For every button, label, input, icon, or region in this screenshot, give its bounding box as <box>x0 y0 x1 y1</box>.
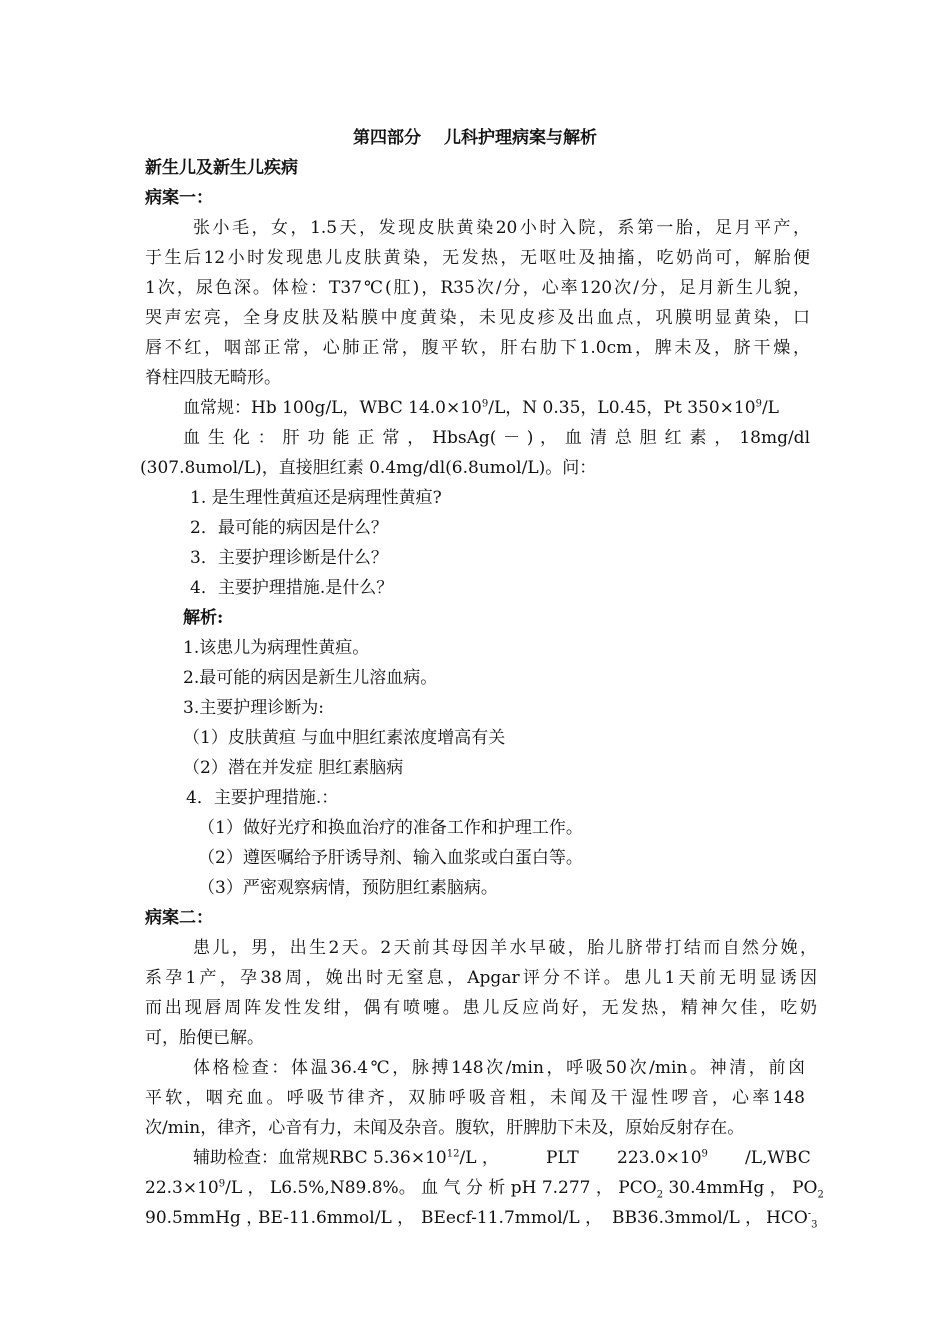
blood-routine-text: /L，N 0.35，L0.45，Pt 350×10 <box>488 398 756 418</box>
paragraph-line: 1次，尿色深。体检：T37℃(肛)，R35次/分，心率120次/分，足月新生儿貌， <box>145 278 810 298</box>
answer-item: （1）皮肤黄疸 与血中胆红素浓度增高有关 <box>183 728 506 748</box>
paragraph-line: 患儿，男，出生2天。2天前其母因羊水早破，胎儿脐带打结而自然分娩， <box>193 938 817 958</box>
superscript: - <box>807 1208 812 1220</box>
aux-text: 辅助检查：血常规RBC 5.36×10 <box>193 1148 447 1168</box>
aux-text: HCO <box>766 1208 808 1228</box>
aux-text: 22.3×10 <box>145 1178 219 1198</box>
question-item: 4．主要护理措施.是什么？ <box>190 578 394 598</box>
aux-plt-value <box>617 1143 708 1173</box>
case2-heading: 病案二： <box>145 908 213 928</box>
question-item: 1. 是生理性黄疸还是病理性黄疸? <box>190 488 442 508</box>
answer-item: （1）做好光疗和换血治疗的准备工作和护理工作。 <box>198 818 583 838</box>
section-heading: 新生儿及新生儿疾病 <box>145 158 298 178</box>
superscript: 12 <box>446 1148 460 1160</box>
answer-item: （2）潜在并发症 胆红素脑病 <box>183 758 404 778</box>
answer-item: （3）严密观察病情，预防胆红素脑病。 <box>198 878 498 898</box>
paragraph-line: 唇不红，咽部正常，心肺正常，腹平软，肝右肋下1.0cm，脾未及，脐干燥， <box>145 338 810 358</box>
answer-item: （2）遵医嘱给予肝诱导剂、输入血浆或白蛋白等。 <box>198 848 583 868</box>
aux-item: BE-11.6mmol/L ， <box>258 1208 415 1228</box>
aux-text: /L ， <box>459 1148 499 1168</box>
page-title: 第四部分 儿科护理病案与解析 <box>353 128 597 148</box>
paragraph-line: 次/min，律齐，心音有力，未闻及杂音。腹软，肝脾肋下未及，原始反射存在。 <box>145 1118 745 1138</box>
paragraph-line: 体格检查：体温36.4℃，脉搏148次/min，呼吸50次/min。神清，前囟 <box>193 1058 805 1078</box>
paragraph-line: 哭声宏亮，全身皮肤及粘膜中度黄染，未见皮疹及出血点，巩膜明显黄染，口 <box>145 308 810 328</box>
superscript: 9 <box>755 398 762 410</box>
superscript: 9 <box>701 1148 708 1160</box>
aux-text: /L ， L6.5%,N89.8%。 血 气 分 析 pH 7.277 ， PCO <box>225 1178 657 1198</box>
aux-plt-label: PLT <box>546 1148 579 1168</box>
blood-routine-text: /L <box>761 398 779 418</box>
paragraph-line: 可，胎便已解。 <box>145 1028 264 1048</box>
paragraph-line: 平软，咽充血。呼吸节律齐，双肺呼吸音粗，未闻及干湿性啰音，心率148 <box>145 1088 805 1108</box>
paragraph-line: 脊柱四肢无畸形。 <box>145 368 281 388</box>
aux-item <box>766 1203 818 1233</box>
analysis-heading: 解析: <box>183 608 224 628</box>
paragraph-line: 张小毛，女，1.5天，发现皮肤黄染20小时入院，系第一胎，足月平产， <box>193 218 810 238</box>
aux-text: 30.4mmHg ， PO <box>663 1178 818 1198</box>
superscript: 9 <box>218 1178 226 1190</box>
subscript: 2 <box>656 1189 664 1201</box>
subscript: 2 <box>817 1189 824 1201</box>
biochemistry-line: 血 生 化 ： 肝 功 能 正 常 ， HbsAg( － ) ， 血 清 总 胆 红 素 ， 18mg/dl <box>183 428 810 448</box>
blood-routine <box>183 393 848 423</box>
aux-item: BEecf-11.7mmol/L ， <box>421 1208 603 1228</box>
answer-item: 3.主要护理诊断为: <box>183 698 324 718</box>
superscript: 9 <box>481 398 489 410</box>
biochemistry-line: (307.8umol/L)，直接胆红素 0.4mg/dl(6.8umol/L)。问： <box>140 458 597 478</box>
case1-heading: 病案一： <box>145 188 213 208</box>
aux-item: BB36.3mmol/L ， <box>612 1208 763 1228</box>
answer-item: 1.该患儿为病理性黄疸。 <box>183 638 370 658</box>
question-item: 2．最可能的病因是什么？ <box>190 518 388 538</box>
answer-item: 4．主要护理措施.： <box>186 788 339 808</box>
aux-wbc-label: /L,WBC <box>745 1148 811 1168</box>
question-item: 3．主要护理诊断是什么？ <box>190 548 388 568</box>
aux-line-2 <box>145 1173 824 1203</box>
aux-text: 223.0×10 <box>617 1148 702 1168</box>
paragraph-line: 系孕1产，孕38周，娩出时无窒息，Apgar评分不详。患儿1天前无明显诱因 <box>145 968 817 988</box>
answer-item: 2.最可能的病因是新生儿溶血病。 <box>183 668 438 688</box>
paragraph-line: 于生后12小时发现患儿皮肤黄染，无发热，无呕吐及抽搐，吃奶尚可，解胎便 <box>145 248 810 268</box>
blood-routine-text: 血常规：Hb 100g/L，WBC 14.0×10 <box>183 398 482 418</box>
aux-item: 90.5mmHg ， <box>145 1208 264 1228</box>
subscript: 3 <box>811 1219 818 1231</box>
paragraph-line: 而出现唇周阵发性发绀，偶有喷嚏。患儿反应尚好，无发热，精神欠佳，吃奶 <box>145 998 817 1018</box>
